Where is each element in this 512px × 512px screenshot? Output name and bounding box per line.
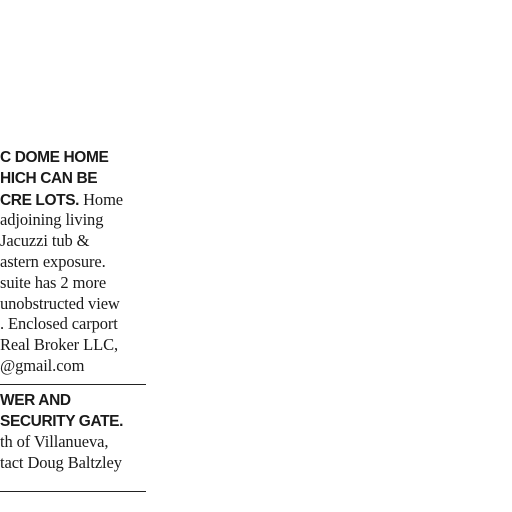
listing-2-headline-line-2: SECURITY GATE. xyxy=(0,412,124,430)
listing-1-body-line: Jacuzzi tub & xyxy=(0,231,90,251)
listing-1-body-line: . Enclosed carport xyxy=(0,314,118,334)
listing-1-headline-end: CRE LOTS. xyxy=(0,191,80,209)
listing-2-body-line: tact Doug Baltzley xyxy=(0,453,122,473)
listing-1-body-line: suite has 2 more xyxy=(0,272,107,292)
listing-1-body-line: adjoining living xyxy=(0,210,104,230)
listing-1-email: @gmail.com xyxy=(0,355,85,375)
listing-divider xyxy=(0,384,146,385)
listing-1-body-line: unobstructed view xyxy=(0,293,120,313)
listing-security-gate xyxy=(0,391,146,474)
listing-1-headline-line-3 xyxy=(0,190,146,211)
listing-1-body-line: astern exposure. xyxy=(0,251,106,271)
listing-divider xyxy=(0,491,146,492)
listing-dome-home xyxy=(0,148,146,377)
listing-2-headline-line-1: WER AND xyxy=(0,391,71,409)
listing-2-body-line: th of Villanueva, xyxy=(0,432,109,452)
listing-1-headline-line-2: HICH CAN BE xyxy=(0,169,98,187)
listing-1-body-line: Real Broker LLC, xyxy=(0,335,118,355)
listing-1-headline-line-1: C DOME HOME xyxy=(0,149,109,166)
listing-1-body-start: Home xyxy=(83,189,124,209)
classified-ads-column xyxy=(0,148,146,492)
